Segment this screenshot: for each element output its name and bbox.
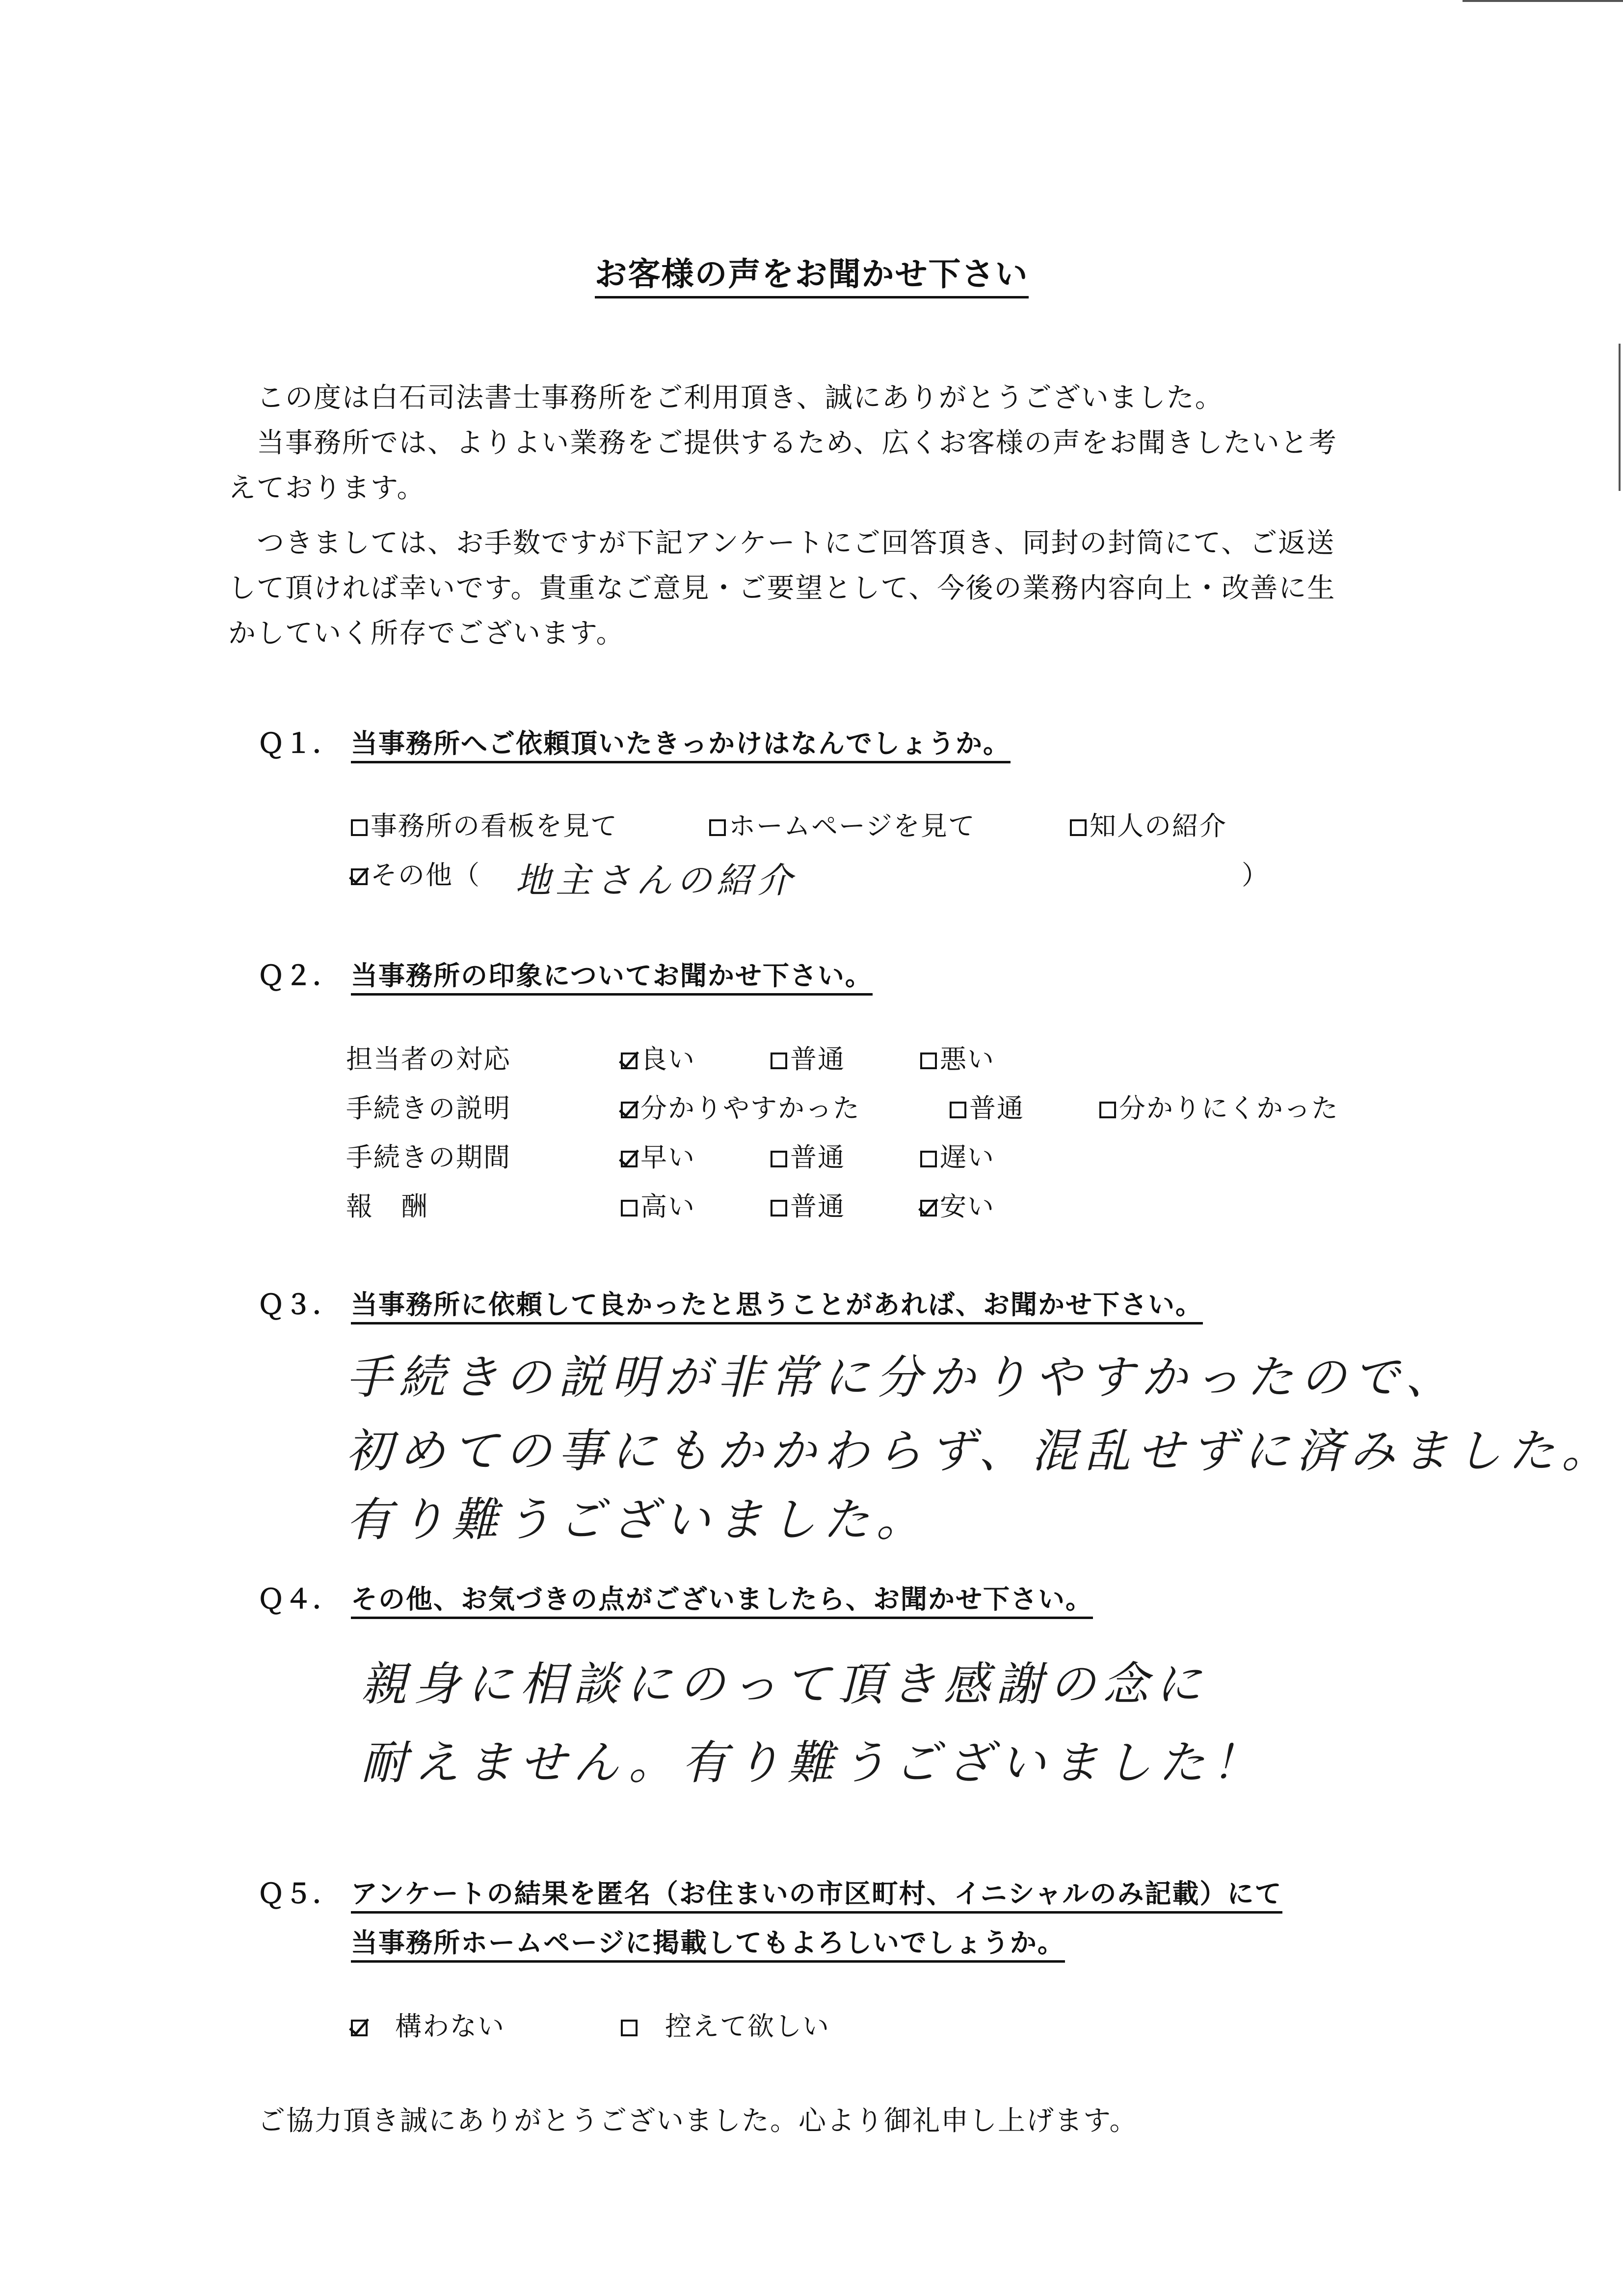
q2-text: 当事務所の印象についてお聞かせ下さい。 — [351, 960, 873, 996]
checkbox[interactable] — [351, 819, 368, 836]
q2-row2-option[interactable]: 分かりやすかった — [621, 1087, 860, 1125]
q5-heading — [258, 1873, 1282, 1911]
q1-text: 当事務所へご依頼頂いたきっかけはなんでしょうか。 — [351, 728, 1011, 763]
page-title: お客様の声をお聞かせ下さい — [0, 248, 1623, 295]
checkbox[interactable] — [621, 1200, 638, 1216]
q2-number: Ｑ２． — [258, 960, 340, 991]
q2-row-label: 手続きの期間 — [346, 1142, 511, 1173]
checkbox[interactable] — [771, 1053, 787, 1069]
q4-answer-line[interactable]: 耐えません。有り難うございました！ — [361, 1736, 1265, 1790]
q5-option-decline[interactable]: 控えて欲しい — [621, 2005, 830, 2043]
q2-row2-option[interactable]: 分かりにくかった — [1099, 1087, 1339, 1125]
q3-heading — [258, 1284, 1203, 1322]
checkbox[interactable] — [771, 1200, 787, 1216]
checkbox[interactable] — [771, 1151, 787, 1167]
checkbox-checked[interactable] — [920, 1200, 937, 1216]
checkbox[interactable] — [1099, 1102, 1116, 1118]
closing-message: ご協力頂き誠にありがとうございました。心より御礼申し上げます。 — [258, 2105, 1138, 2137]
checkbox[interactable] — [709, 819, 726, 836]
q1-option-other[interactable]: その他（ — [351, 854, 480, 892]
q2-row-label: 担当者の対応 — [346, 1044, 511, 1075]
q2-row3-option[interactable]: 遅い — [920, 1136, 995, 1174]
checkbox[interactable] — [621, 2020, 638, 2036]
q5-text-line2: 当事務所ホームページに掲載してもよろしいでしょうか。 — [351, 1927, 1065, 1963]
scan-edge-right — [1619, 344, 1621, 491]
q5-number: Ｑ５． — [258, 1878, 340, 1909]
checkbox-checked[interactable] — [621, 1102, 638, 1118]
q2-row1-option[interactable]: 良い — [621, 1038, 695, 1076]
checkbox-checked[interactable] — [351, 868, 368, 885]
intro-line: つきましては、お手数ですが下記アンケートにご回答頂き、同封の封筒にて、ご返送 — [228, 527, 1335, 559]
q4-number: Ｑ４． — [258, 1584, 340, 1615]
intro-line: かしていく所存でございます。 — [228, 618, 625, 649]
intro-line: この度は白石司法書士事務所をご利用頂き、誠にありがとうございました。 — [228, 382, 1224, 414]
q1-option-homepage[interactable]: ホームページを見て — [709, 805, 976, 843]
checkbox[interactable] — [1070, 819, 1087, 836]
q4-text: その他、お気づきの点がございましたら、お聞かせ下さい。 — [351, 1584, 1093, 1619]
q1-option-signboard[interactable]: 事務所の看板を見て — [351, 805, 618, 843]
q2-heading — [258, 955, 873, 993]
q2-row2-option[interactable]: 普通 — [950, 1087, 1024, 1125]
checkbox[interactable] — [920, 1151, 937, 1167]
q1-number: Ｑ１． — [258, 728, 340, 759]
q2-row-label: 手続きの説明 — [346, 1093, 511, 1124]
q3-number: Ｑ３． — [258, 1289, 340, 1320]
intro-line: 当事務所では、よりよい業務をご提供するため、広くお客様の声をお聞きしたいと考 — [228, 427, 1337, 459]
q2-row4-option[interactable]: 高い — [621, 1186, 695, 1223]
q2-row4-option[interactable]: 普通 — [771, 1186, 845, 1223]
q1-option-acquaintance[interactable]: 知人の紹介 — [1070, 805, 1227, 843]
scan-edge-top — [1463, 0, 1623, 2]
intro-line: して頂ければ幸いです。貴重なご意見・ご要望として、今後の業務内容向上・改善に生 — [228, 572, 1336, 604]
q4-heading — [258, 1578, 1093, 1616]
checkbox-checked[interactable] — [351, 2020, 368, 2036]
intro-line: えております。 — [228, 472, 426, 504]
q3-answer-line[interactable]: 手続きの説明が非常に分かりやすかったので、 — [346, 1351, 1459, 1405]
q1-other-answer[interactable]: 地主さんの紹介 — [515, 860, 798, 901]
q3-answer-line[interactable]: 有り難うございました。 — [346, 1493, 930, 1547]
q2-row4-option[interactable]: 安い — [920, 1186, 995, 1223]
q3-answer-line[interactable]: 初めての事にもかかわらず、混乱せずに済みました。 — [346, 1425, 1615, 1478]
q5-heading-line2 — [351, 1922, 1065, 1960]
q1-other-close-paren: ） — [1242, 860, 1269, 891]
q5-option-agree[interactable]: 構わない — [351, 2005, 505, 2043]
checkbox[interactable] — [950, 1102, 966, 1118]
q1-heading — [258, 723, 1011, 760]
q2-row3-option[interactable]: 普通 — [771, 1136, 845, 1174]
q2-row3-option[interactable]: 早い — [621, 1136, 695, 1174]
q2-row-label: 報 酬 — [346, 1191, 428, 1222]
checkbox-checked[interactable] — [621, 1053, 638, 1069]
checkbox[interactable] — [920, 1053, 937, 1069]
q2-row1-option[interactable]: 普通 — [771, 1038, 845, 1076]
q5-text-line1: アンケートの結果を匿名（お住まいの市区町村、イニシャルのみ記載）にて — [351, 1878, 1282, 1914]
q3-text: 当事務所に依頼して良かったと思うことがあれば、お聞かせ下さい。 — [351, 1289, 1203, 1324]
q4-answer-line[interactable]: 親身に相談にのって頂き感謝の念に — [361, 1658, 1209, 1711]
q2-row1-option[interactable]: 悪い — [920, 1038, 995, 1076]
checkbox-checked[interactable] — [621, 1151, 638, 1167]
